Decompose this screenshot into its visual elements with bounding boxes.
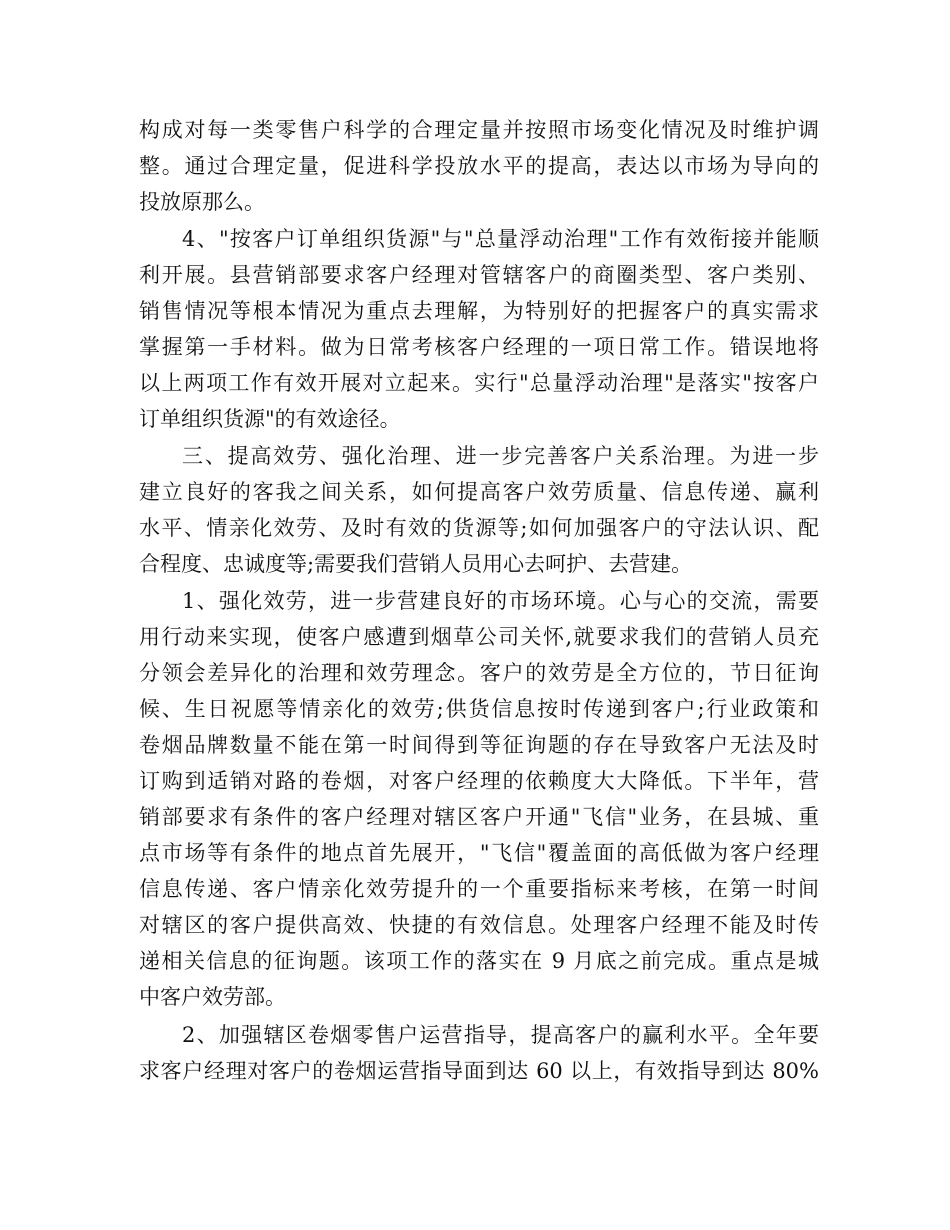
text-line: 掌握第一手材料。做为日常考核客户经理的一项日常工作。错误地将 <box>139 335 819 359</box>
text-line: 递相关信息的征询题。该项工作的落实在 9 月底之前完成。重点是城 <box>139 949 819 973</box>
text-line: 1、强化效劳，进一步营建良好的市场环境。心与心的交流，需要 <box>182 589 819 613</box>
text-line: 用行动来实现，使客户感遭到烟草公司关怀,就要求我们的营销人员充 <box>139 625 819 649</box>
text-line: 卷烟品牌数量不能在第一时间得到等征询题的存在导致客户无法及时 <box>139 733 819 757</box>
text-line: 信息传递、客户情亲化效劳提升的一个重要指标来考核，在第一时间 <box>139 877 819 901</box>
text-line: 建立良好的客我之间关系，如何提高客户效劳质量、信息传递、赢利 <box>139 480 819 504</box>
text-line: 销售情况等根本情况为重点去理解，为特别好的把握客户的真实需求 <box>139 299 819 323</box>
text-line: 订单组织货源"的有效途径。 <box>139 407 401 431</box>
text-line: 销部要求有条件的客户经理对辖区客户开通"飞信"业务，在县城、重 <box>139 805 819 829</box>
text-line: 三、提高效劳、强化治理、进一步完善客户关系治理。为进一步 <box>182 444 819 468</box>
text-line: 候、生日祝愿等情亲化的效劳;供货信息按时传递到客户;行业政策和 <box>139 697 819 721</box>
text-line: 整。通过合理定量，促进科学投放水平的提高，表达以市场为导向的 <box>139 154 819 178</box>
text-line: 构成对每一类零售户科学的合理定量并按照市场变化情况及时维护调 <box>139 118 819 142</box>
text-line: 利开展。县营销部要求客户经理对管辖客户的商圈类型、客户类别、 <box>139 263 819 287</box>
text-line: 对辖区的客户提供高效、快捷的有效信息。处理客户经理不能及时传 <box>139 913 819 937</box>
text-line: 求客户经理对客户的卷烟运营指导面到达 60 以上，有效指导到达 80% <box>139 1059 819 1083</box>
text-line: 投放原那么。 <box>139 190 265 214</box>
text-line: 2、加强辖区卷烟零售户运营指导，提高客户的赢利水平。全年要 <box>182 1023 819 1047</box>
text-line: 分领会差异化的治理和效劳理念。客户的效劳是全方位的，节日征询 <box>139 661 819 685</box>
text-line: 4、"按客户订单组织货源"与"总量浮动治理"工作有效衔接并能顺 <box>182 227 819 251</box>
text-line: 以上两项工作有效开展对立起来。实行"总量浮动治理"是落实"按客户 <box>139 371 819 395</box>
text-line: 中客户效劳部。 <box>139 985 286 1009</box>
text-line: 水平、情亲化效劳、及时有效的货源等;如何加强客户的守法认识、配 <box>139 516 819 540</box>
text-line: 点市场等有条件的地点首先展开，"飞信"覆盖面的高低做为客户经理 <box>139 841 819 865</box>
text-line: 订购到适销对路的卷烟，对客户经理的依赖度大大降低。下半年，营 <box>139 769 819 793</box>
text-line: 合程度、忠诚度等;需要我们营销人员用心去呵护、去营建。 <box>139 552 693 576</box>
